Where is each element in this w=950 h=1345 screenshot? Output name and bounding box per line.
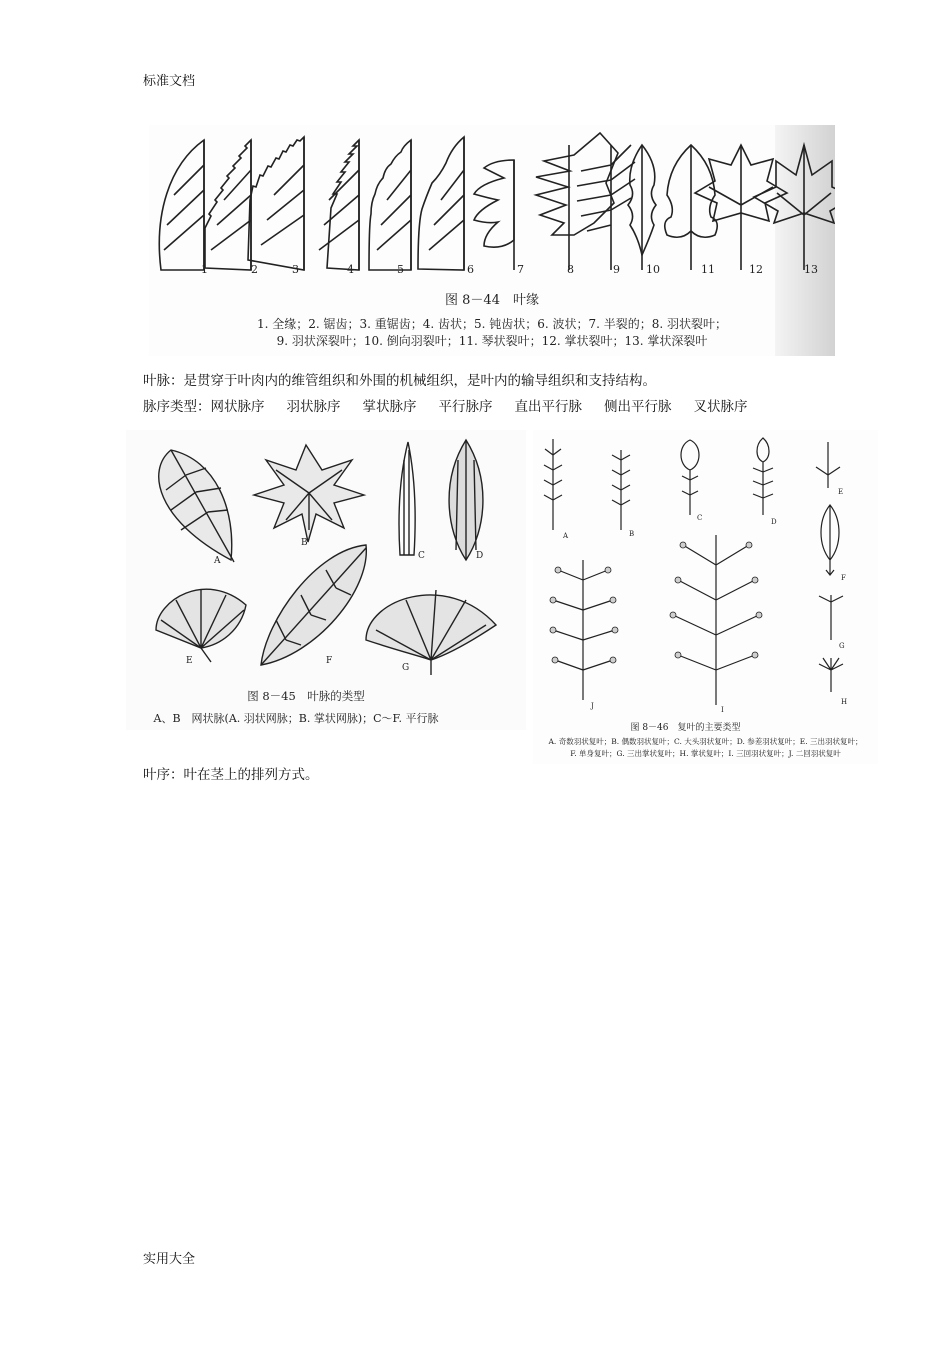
margin-number: 7 — [517, 263, 524, 276]
margin-number: 8 — [567, 263, 574, 276]
page-header: 标准文档 — [143, 74, 196, 89]
margin-number: 4 — [347, 263, 354, 276]
figure-venation — [126, 430, 526, 730]
figure-caption: A、B 网状脉(A. 羽状网脉；B. 掌状网脉)；C～F. 平行脉 — [153, 712, 439, 725]
margin-number: 13 — [804, 263, 818, 276]
figure-compound-leaves — [533, 430, 878, 764]
margin-number: 10 — [646, 263, 660, 276]
compound-letter: I — [721, 706, 724, 714]
vein-type: 羽状脉序 — [286, 399, 341, 415]
margin-number: 3 — [292, 263, 299, 276]
compound-letter: A — [563, 532, 569, 540]
compound-letter: J — [591, 702, 594, 710]
phyllotaxy-definition: 叶序：叶在茎上的排列方式。 — [143, 767, 319, 783]
leaf-margin-illustration — [149, 125, 835, 285]
figure-title: 图 8－44 叶缘 — [445, 293, 539, 308]
compound-letter: H — [841, 698, 848, 706]
vein-type: 侧出平行脉 — [604, 399, 672, 415]
compound-letter: F — [841, 574, 846, 582]
vein-type: 直出平行脉 — [514, 399, 582, 415]
venation-letter: B — [301, 538, 308, 548]
figure-title: 图 8－45 叶脉的类型 — [247, 689, 365, 703]
vein-type: 掌状脉序 — [362, 399, 417, 415]
venation-letter: E — [186, 656, 193, 666]
margin-number: 6 — [467, 263, 474, 276]
vein-types-label: 脉序类型： — [143, 399, 211, 415]
venation-letter: F — [326, 656, 333, 666]
venation-letter: C — [418, 551, 425, 561]
vein-definition: 叶脉：是贯穿于叶肉内的维管组织和外围的机械组织，是叶内的输导组织和支持结构。 — [143, 373, 656, 389]
figure-caption: F. 单身复叶；G. 三出掌状复叶；H. 掌状复叶；I. 三回羽状复叶；J. 二回羽状复叶 — [570, 749, 841, 758]
venation-letter: A — [214, 556, 221, 566]
compound-leaves-illustration — [533, 430, 878, 720]
vein-type: 平行脉序 — [438, 399, 493, 415]
venation-letter: D — [476, 551, 484, 561]
margin-number: 12 — [749, 263, 763, 276]
figure-caption: 1. 全缘；2. 锯齿；3. 重锯齿；4. 齿状；5. 钝齿状；6. 波状；7. 半裂的；8. 羽状裂叶； — [256, 317, 728, 331]
margin-number: 2 — [251, 263, 258, 276]
vein-type: 网状脉序 — [210, 399, 265, 415]
figure-title: 图 8－46 复叶的主要类型 — [630, 723, 741, 733]
margin-number: 9 — [613, 263, 620, 276]
page-footer: 实用大全 — [143, 1252, 196, 1267]
figure-caption: 9. 羽状深裂叶；10. 倒向羽裂叶；11. 琴状裂叶；12. 掌状裂叶；13. 掌状深裂叶 — [276, 334, 708, 348]
vein-type: 叉状脉序 — [693, 399, 748, 415]
compound-letter: C — [697, 514, 703, 522]
venation-illustration — [126, 430, 526, 730]
compound-letter: E — [838, 488, 844, 496]
figure-caption: A. 奇数羽状复叶；B. 偶数羽状复叶；C. 大头羽状复叶；D. 参差羽状复叶；E. 三出羽状复叶； — [548, 737, 863, 746]
margin-number: 11 — [701, 263, 715, 276]
margin-number: 1 — [201, 263, 208, 276]
vein-types-line — [143, 395, 770, 415]
venation-letter: G — [402, 663, 410, 673]
compound-letter: G — [839, 642, 845, 650]
compound-letter: D — [771, 518, 777, 526]
figure-leaf-margin — [149, 125, 835, 356]
margin-number: 5 — [397, 263, 404, 276]
compound-letter: B — [629, 530, 635, 538]
